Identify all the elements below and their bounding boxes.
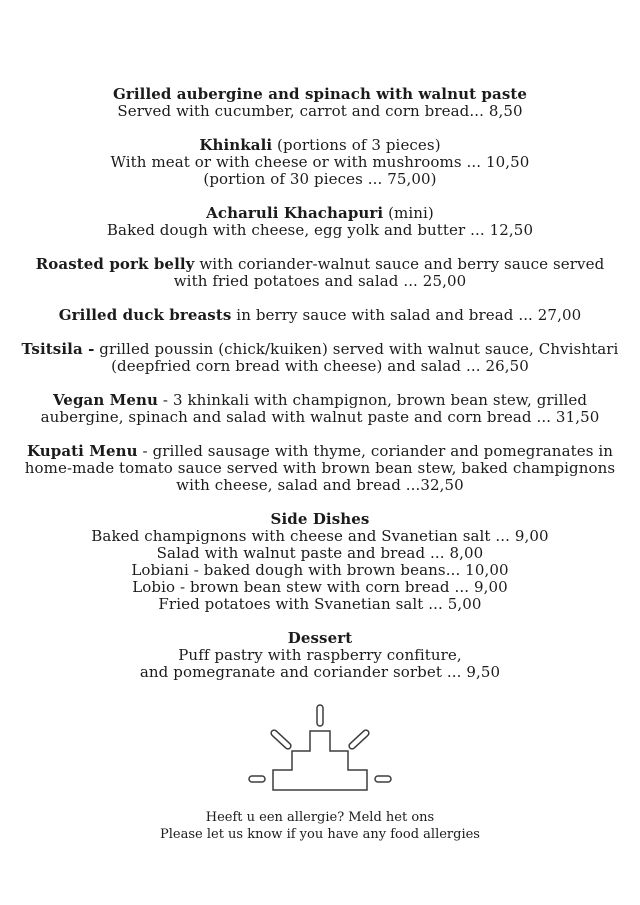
dish-name: Acharuli Khachapuri [206,204,384,222]
stepped-tower-shape [273,731,367,790]
dish-description: (mini) [383,204,434,222]
menu-line [0,392,640,409]
menu-item-grilled-aubergine-spinach [0,86,640,120]
menu-line [0,273,640,290]
dish-name: Grilled duck breasts [58,306,232,324]
dish-description: With meat or with cheese or with mushrooms ... 10,50 [110,153,530,171]
menu-line [0,205,640,222]
ray-left-dash-icon [249,776,265,782]
dish-description: - 3 khinkali with champignon, brown bean stew, grilled [158,391,588,409]
ray-left-diagonal-icon [270,729,292,750]
menu-item-dessert [0,630,640,681]
menu-line [0,562,640,579]
menu-line [0,528,640,545]
dish-description: grilled poussin (chick/kuiken) served with walnut sauce, Chvishtari [94,340,619,358]
menu-line [0,545,640,562]
dish-name: Khinkali [199,136,273,154]
allergy-notice [0,810,640,843]
menu-line [0,460,640,477]
dish-description: Fried potatoes with Svanetian salt ... 5,00 [158,595,482,613]
ray-right-diagonal-icon [348,729,370,750]
dish-description: - grilled sausage with thyme, coriander and pomegranates in [137,442,614,460]
dish-name: Grilled aubergine and spinach with walnut paste [112,85,528,103]
dish-description: (portions of 3 pieces) [272,136,441,154]
ray-right-dash-icon [375,776,391,782]
dish-name: Side Dishes [270,510,370,528]
menu-line [0,307,640,324]
dish-description: Lobio - brown bean stew with corn bread ... 9,00 [132,578,508,596]
dish-name: Tsitsila - [21,340,95,358]
menu-item-tsitsila [0,341,640,375]
menu-item-side-dishes [0,511,640,613]
menu-line [0,664,640,681]
menu-line [0,86,640,103]
menu-line [0,477,640,494]
allergy-notice-dutch: Heeft u een allergie? Meld het ons [205,810,435,825]
menu-line [0,579,640,596]
menu-line [0,511,640,528]
dish-description: (deepfried corn bread with cheese) and salad ... 26,50 [111,357,529,375]
ray-top-icon [317,705,323,726]
menu-line [0,647,640,664]
dish-description: with fried potatoes and salad ... 25,00 [173,272,467,290]
dish-description: home-made tomato sauce served with brown bean stew, baked champignons [24,459,616,477]
menu-line [0,443,640,460]
dish-description: with coriander-walnut sauce and berry sauce served [194,255,605,273]
dish-name: Vegan Menu [52,391,159,409]
dish-description: Served with cucumber, carrot and corn bread... 8,50 [117,102,523,120]
menu-line [0,137,640,154]
logo-container [0,698,640,798]
menu-item-roasted-pork-belly [0,256,640,290]
dish-description: and pomegranate and coriander sorbet ... 9,50 [139,663,501,681]
menu-line [0,596,640,613]
menu-line [0,171,640,188]
menu-line [0,154,640,171]
dish-description: in berry sauce with salad and bread ... 27,00 [231,306,582,324]
menu-line [0,341,640,358]
menu-line [0,630,640,647]
stepped-tower-with-rays-icon [245,698,395,798]
dish-description: Lobiani - baked dough with brown beans... 10,00 [131,561,509,579]
menu-item-khinkali [0,137,640,188]
menu-line [0,358,640,375]
menu-line [0,103,640,120]
dish-description: aubergine, spinach and salad with walnut paste and corn bread ... 31,50 [40,408,600,426]
menu-sections [0,86,640,681]
dish-description: (portion of 30 pieces ... 75,00) [203,170,437,188]
dish-description: Puff pastry with raspberry confiture, [178,646,462,664]
dish-description: Salad with walnut paste and bread ... 8,00 [156,544,484,562]
menu-item-grilled-duck-breasts [0,307,640,324]
menu-item-vegan-menu [0,392,640,426]
menu-item-acharuli-khachapuri [0,205,640,239]
dish-description: Baked dough with cheese, egg yolk and butter ... 12,50 [106,221,534,239]
dish-name: Dessert [287,629,353,647]
menu-line [0,222,640,239]
allergy-notice-english: Please let us know if you have any food allergies [160,826,480,842]
dish-description: with cheese, salad and bread ...32,50 [176,476,464,494]
dish-name: Kupati Menu [26,442,138,460]
menu-line [0,409,640,426]
menu-item-kupati-menu [0,443,640,494]
dish-description: Baked champignons with cheese and Svanetian salt ... 9,00 [91,527,549,545]
dish-name: Roasted pork belly [35,255,195,273]
menu-line [0,256,640,273]
